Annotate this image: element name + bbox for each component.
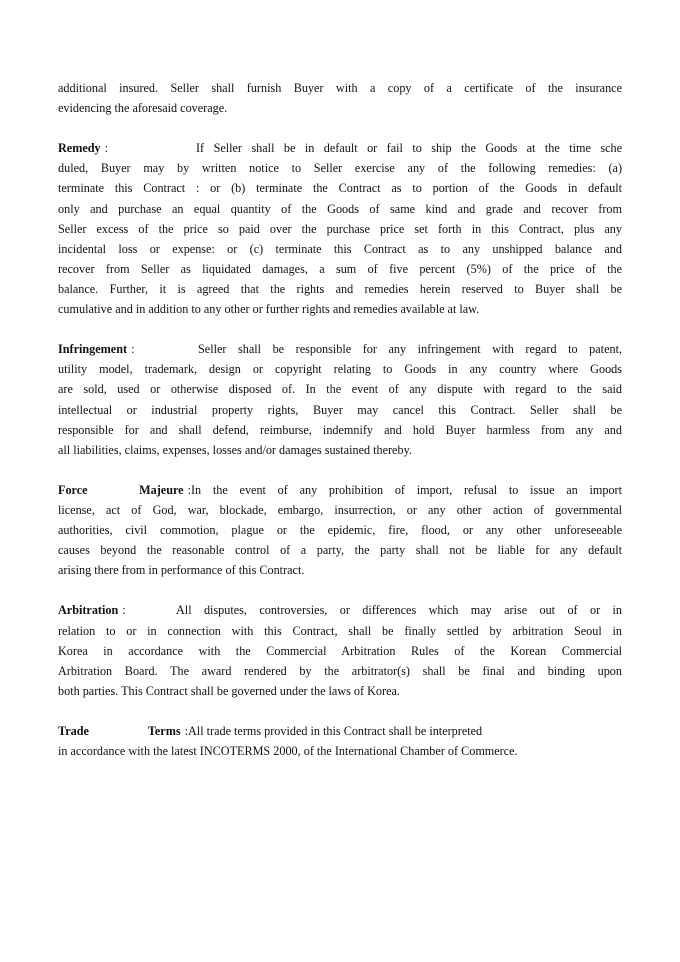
- clause-heading-text: Trade Terms: [58, 724, 181, 738]
- clause-heading: [58, 600, 176, 620]
- clause-arbitration: [58, 600, 622, 700]
- text-line: evidencing the aforesaid coverage.: [58, 101, 228, 116]
- clause-heading-text: Infringement: [58, 342, 128, 357]
- text-line: additional insured. Seller shall furnish Buyer with a copy of a certificate of the insurance: [58, 81, 622, 95]
- text-line: balance. Further, it is agreed that the rights and remedies herein reserved to Buyer shall be: [58, 281, 622, 296]
- text-line: Arbitration Board. The award rendered by the arbitrator(s) shall be final and binding upon: [58, 663, 622, 678]
- text-line: arising there from in performance of this Contract.: [58, 563, 305, 578]
- clause-heading-text: Arbitration: [58, 603, 119, 618]
- clause-first-line: [58, 480, 622, 500]
- text-line: Korea in accordance with the Commercial Arbitration Rules of the Korean Commercial: [58, 643, 622, 658]
- text-line: Seller excess of the price so paid over the purchase price set forth in this Contract, plus any: [58, 221, 622, 236]
- clause-heading: [58, 339, 198, 359]
- text-line: duled, Buyer may by written notice to Seller exercise any of the following remedies: (a): [58, 161, 622, 176]
- clause-colon: :: [184, 724, 188, 738]
- clause-heading-text: Force Majeure: [58, 482, 184, 497]
- clause-heading: [58, 480, 191, 500]
- document-page: [58, 78, 622, 781]
- intro-paragraph: [58, 78, 622, 118]
- clause-text: If Seller shall be in default or fail to ship the Goods at the time sche: [196, 141, 622, 156]
- text-line: license, act of God, war, blockade, embargo, insurrection, or any other action of governmental: [58, 502, 622, 517]
- text-line: all liabilities, claims, expenses, losses and/or damages sustained thereby.: [58, 442, 412, 457]
- text-line: only and purchase an equal quantity of the Goods of same kind and grade and recover from: [58, 201, 622, 216]
- text-line: both parties. This Contract shall be governed under the laws of Korea.: [58, 683, 400, 698]
- clause-text: All trade terms provided in this Contract shall be interpreted: [188, 724, 483, 738]
- clause-colon: :: [122, 603, 126, 618]
- text-line: responsible for and shall defend, reimburse, indemnify and hold Buyer harmless from any and: [58, 422, 622, 437]
- clause-heading: [58, 138, 196, 158]
- clause-colon: :: [187, 482, 191, 497]
- text-line: cumulative and in addition to any other or further rights and remedies available at law.: [58, 302, 480, 317]
- clause-first-line: [58, 339, 622, 359]
- clause-remedy: [58, 138, 622, 319]
- text-line: terminate this Contract : or (b) terminate the Contract as to portion of the Goods in default: [58, 181, 622, 196]
- text-line: incidental loss or expense: or (c) terminate this Contract as to any unshipped balance and: [58, 241, 622, 256]
- text-line: causes beyond the reasonable control of a party, the party shall not be liable for any default: [58, 543, 622, 558]
- clause-force-majeure: [58, 480, 622, 580]
- clause-text: Seller shall be responsible for any infringement with regard to patent,: [198, 342, 622, 357]
- clause-first-line: [58, 600, 622, 620]
- clause-heading: [58, 721, 188, 741]
- text-line: recover from Seller as liquidated damages, a sum of five percent (5%) of the price of the: [58, 261, 622, 276]
- text-line: authorities, civil commotion, plague or the epidemic, fire, flood, or any other unforeseeable: [58, 523, 622, 538]
- clause-first-line: [58, 138, 622, 158]
- clause-infringement: [58, 339, 622, 460]
- text-line: intellectual or industrial property rights, Buyer may cancel this Contract. Seller shall be: [58, 402, 622, 417]
- text-line: are sold, used or otherwise disposed of. In the event of any dispute with regard to the said: [58, 382, 622, 397]
- text-line: utility model, trademark, design or copyright relating to Goods in any country where Goods: [58, 362, 622, 377]
- clause-colon: :: [131, 342, 135, 357]
- clause-text: In the event of any prohibition of import, refusal to issue an import: [191, 482, 622, 497]
- clause-text: All disputes, controversies, or differences which may arise out of or in: [176, 603, 622, 618]
- clause-first-line: [58, 721, 622, 741]
- text-line: in accordance with the latest INCOTERMS 2000, of the International Chamber of Commerce.: [58, 744, 518, 759]
- clause-colon: :: [104, 141, 109, 156]
- text-line: relation to or in connection with this Contract, shall be finally settled by arbitration Seoul in: [58, 623, 622, 638]
- clause-trade-terms: [58, 721, 622, 761]
- clause-heading-text: Remedy: [58, 141, 101, 156]
